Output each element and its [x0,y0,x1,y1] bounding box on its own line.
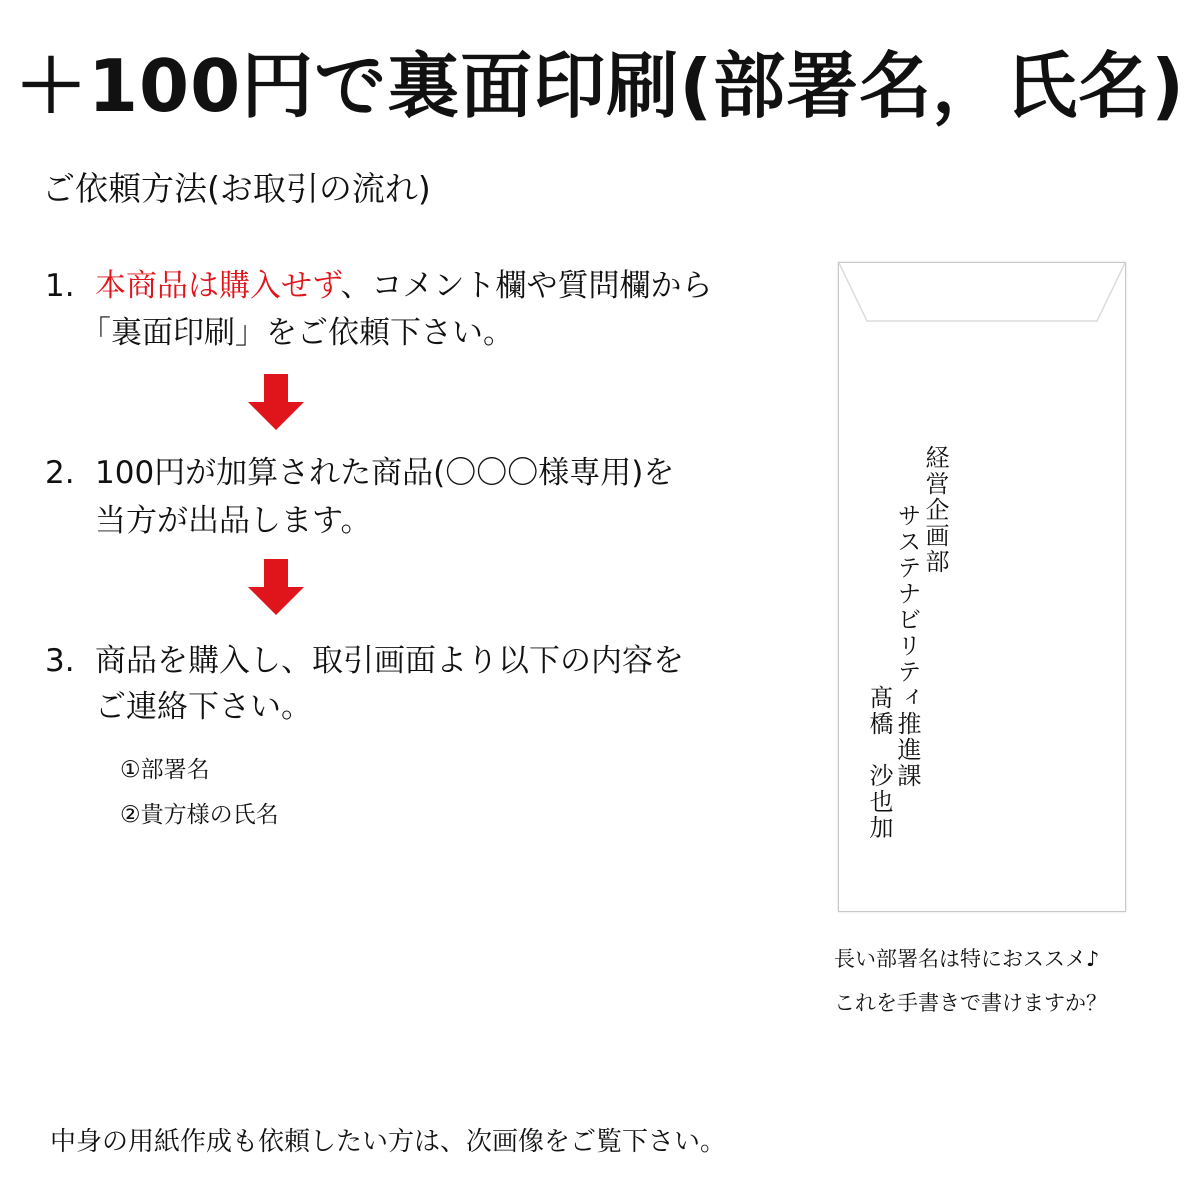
section-heading: ご依頼方法(お取引の流れ) [42,169,431,208]
step-2-line-2: 当方が出品します。 [95,503,372,539]
step-number: 1. [45,268,75,304]
step-1-highlight: 本商品は購入せず [95,268,341,304]
down-arrow-icon [246,557,306,617]
footer-note: 中身の用紙作成も依頼したい方は、次画像をご覧下さい。 [50,1127,727,1157]
envelope-flap [839,263,1125,333]
step-3-line-1: 商品を購入し、取引画面より以下の内容を [95,643,684,679]
step-1-line-2: 「裏面印刷」をご依頼下さい。 [80,315,514,351]
list-item: ②貴方様の氏名 [120,802,279,828]
step-1-line-1-rest: 、コメント欄や質問欄から [340,268,713,304]
envelope-surname: 髙橋 [865,685,893,737]
list-item: ①部署名 [120,757,210,783]
step-3-line-2: ご連絡下さい。 [95,689,312,725]
envelope-division: サステナビリティ推進課 [893,503,921,789]
caption-line-2: これを手書きで書けますか？ [834,991,1107,1015]
envelope-dept: 経営企画部 [921,445,949,575]
down-arrow-icon [246,372,306,432]
page-title: ＋100円で裏面印刷(部署名，氏名) [14,44,1186,128]
caption-line-1: 長い部署名は特におススメ♪ [834,947,1100,971]
step-1-line-1 [95,268,713,304]
envelope-given-name: 沙也加 [865,763,893,841]
step-number: 3. [45,643,75,679]
envelope-image [838,262,1126,912]
step-2-line-1: 100円が加算された商品(〇〇〇様専用)を [95,455,675,491]
step-number: 2. [45,455,75,491]
